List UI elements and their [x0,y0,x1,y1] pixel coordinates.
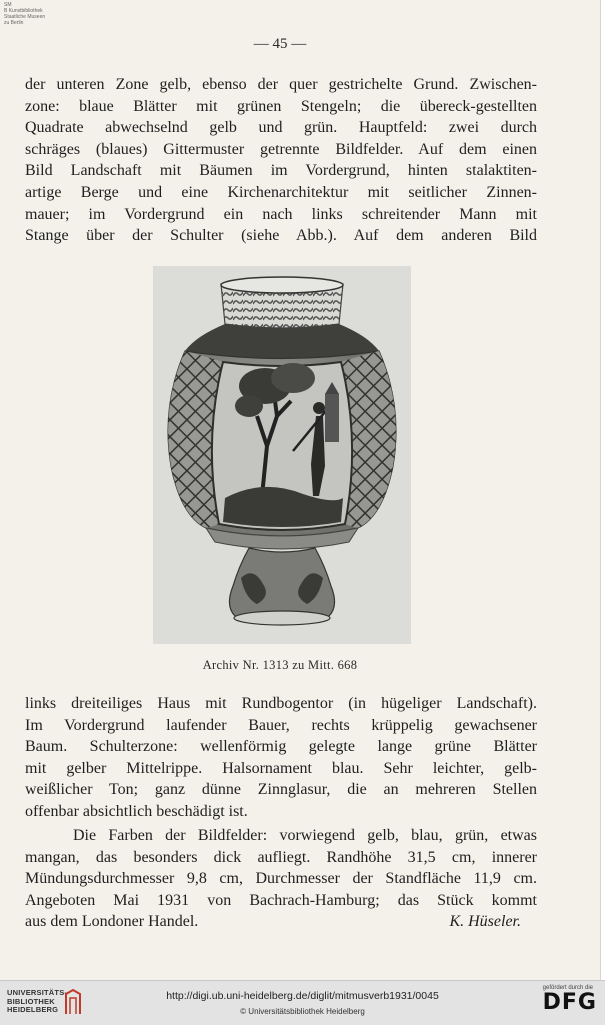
text-line: artige Berge und eine Kirchenarchitektur mit seitlicher Zinnen- [25,183,537,201]
paragraph-3 [25,825,537,933]
stamp-line: Staatliche Museen [4,14,46,20]
copyright-notice: © Universitätsbibliothek Heidelberg [240,1007,365,1016]
paragraph-2 [25,693,537,823]
text-line: offenbar absichtlich beschädigt ist. [25,802,248,820]
text-line: Mündungsdurchmesser 9,8 cm, Durchmesser der Standfläche 11,9 cm. [25,870,537,888]
page-number: — 45 — [253,36,307,52]
text-line: Die Farben der Bildfelder: vorwiegend gelb, blau, grün, etwas [73,827,537,844]
paragraph-1 [25,74,537,247]
text-line: Angeboten Mai 1931 von Bachrach-Hamburg; das Stück kommt [25,891,537,909]
document-url-link[interactable]: http://digi.ub.uni-heidelberg.de/diglit/mitmusverb1931/0045 [166,990,439,1002]
stamp-line: zu Berlin [4,20,24,26]
library-stamp [4,2,45,26]
vase-photograph [153,266,411,644]
logo-line: UNIVERSITÄTS- [7,988,68,997]
dfg-tagline: gefördert durch die [542,985,594,991]
footer-bar [0,980,605,1025]
logo-line: BIBLIOTHEK [7,996,55,1006]
figure-caption: Archiv Nr. 1313 zu Mitt. 668 [202,658,358,672]
stamp-line: SM [4,2,12,8]
text-line: schräges (blaues) Gittermuster getrennte Bildfelder. Auf dem einen [25,140,537,158]
text-line: Stange über der Schulter (siehe Abb.). Auf dem anderen Bild [25,227,537,245]
vase-illustration [153,266,411,644]
text-line: Baum. Schulterzone: wellenförmig gelegte lange grüne Blätter [25,738,537,756]
text-line: der unteren Zone gelb, ebenso der quer gestrichelte Grund. Zwischen- [25,76,537,93]
text-line: zone: blaue Blätter mit grünen Stengeln; die übereck-gestellten [25,97,537,115]
author-signature: K. Hüseler. [449,913,521,931]
dfg-wordmark: DFG [542,990,597,1015]
closing-line [25,911,537,933]
logo-line: HEIDELBERG [7,1005,59,1014]
text-line: Bild Landschaft mit Bäumen im Vordergrund, hinten stalaktiten- [25,162,537,180]
text-line: mit gelber Mittelrippe. Halsornament blau. Sehr leichter, gelb- [25,759,537,777]
text-line: mauer; im Vordergrund ein nach links schreitender Mann mit [25,205,537,223]
text-line: aus dem Londoner Handel. [25,913,199,931]
text-line: weißlicher Ton; ganz dünne Zinnglasur, die an mehreren Stellen [25,781,537,799]
text-line: Quadrate abwechselnd gelb und grün. Hauptfeld: zwei durch [25,119,537,137]
text-line: Im Vordergrund laufender Bauer, rechts krüppelig gewachsener [25,716,537,734]
text-line: links dreiteiliges Haus mit Rundbogentor (in hügeliger Landschaft). [25,695,537,712]
dfg-logo[interactable] [543,985,597,1014]
stamp-line: B Kunstbibliothek [4,8,43,14]
text-line: mangan, das besonders dick aufliegt. Randhöhe 31,5 cm, innerer [25,848,537,866]
